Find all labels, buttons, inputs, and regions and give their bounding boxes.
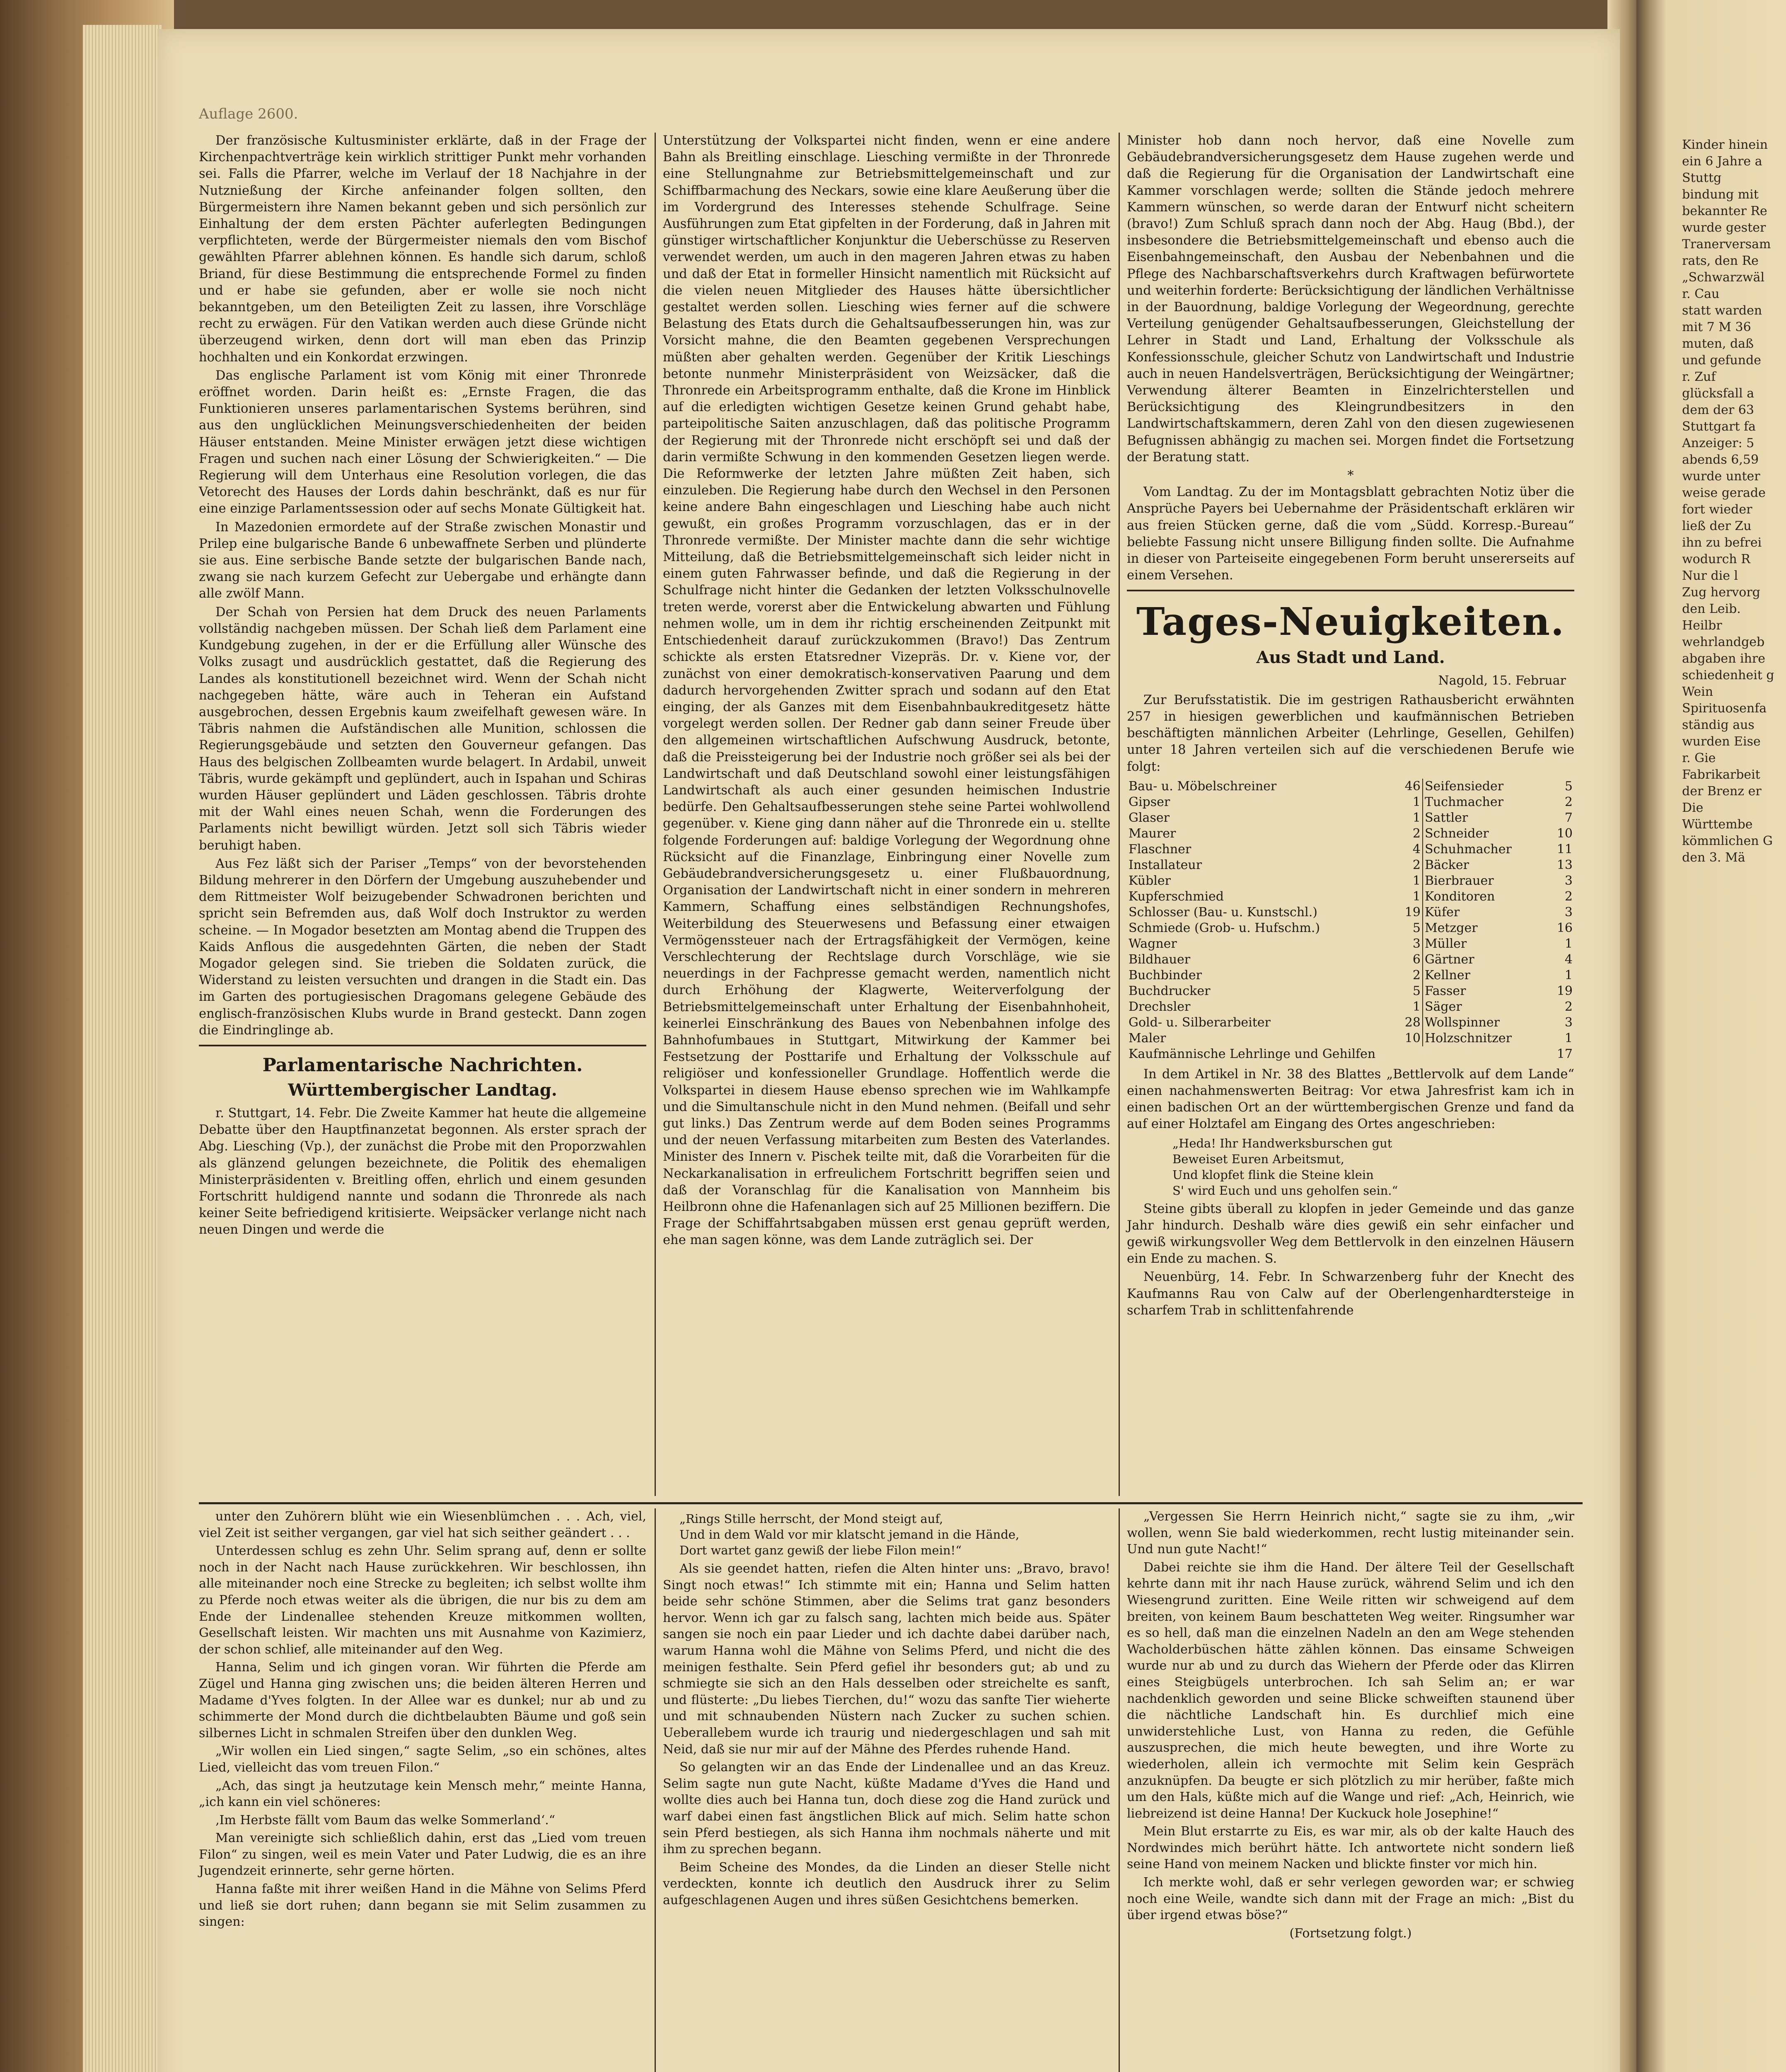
section-rule xyxy=(1127,590,1574,591)
facing-page-line: glücksfall a xyxy=(1682,386,1755,401)
section-subheading-landtag: Württembergischer Landtag. xyxy=(288,1080,557,1100)
facing-page-line: ließ der Zu xyxy=(1682,519,1752,533)
facing-page-line: Zug hervorg xyxy=(1682,585,1760,600)
table-row xyxy=(1127,794,1574,810)
facing-page-line: den 3. Mä xyxy=(1682,850,1745,865)
table-cell: 2 xyxy=(1564,889,1573,904)
table-row xyxy=(1127,920,1574,936)
verse-line: Und in dem Wald vor mir klatscht jemand in die Hände, xyxy=(679,1527,1020,1542)
feuilleton-paragraph: unter den Zuhörern blüht wie ein Wiesenblümchen . . . Ach, viel, viel Zeit ist seither vergangen, gar viel hat sich seither geändert . . . xyxy=(199,1509,646,1540)
table-cell: Flaschner xyxy=(1129,842,1191,857)
facing-page-line: wurden Eise xyxy=(1682,734,1761,749)
news-columns xyxy=(199,133,1583,1321)
table-row xyxy=(1127,905,1574,920)
facing-page-line: Württembe xyxy=(1682,817,1753,832)
facing-page-line: Tranerversam xyxy=(1682,237,1771,252)
table-cell: 7 xyxy=(1564,810,1573,825)
article-kultusminister: Der französische Kultusminister erklärte, daß in der Frage der Kirchenpachtverträge kein wirklich strittiger Punkt mehr vorhanden sei. Falls die Pfarrer, welche im Verlauf der 18 Nachjahre in der Nutznießung der Kirche anfeinander folgen sollten, den Bürgermeistern ihre Namen bekannt geben und sich persönlich zur Einhaltung der dem ersten Pächter auferlegten Bedingungen verpflichteten, werde der Bürgermeister niemals den vom Bischof gewählten Pfarrer ablehnen können. Es handle sich darum, schloß Briand, für diese Bestimmung die entsprechende Formel zu finden und er habe sie gefunden, aber er wolle sie noch nicht bekanntgeben, um den Beteiligten Zeit zu lassen, ihre Vorschläge recht zu erwägen. Für den Vatikan werden auch diese Gründe nicht überzeugend wirken, denn dort will man eben das Prinzip hochhalten und ein Konkordat erzwingen. xyxy=(199,133,646,365)
feuilleton-rule xyxy=(199,1502,1583,1504)
verse-line: Beweiset Euren Arbeitsmut, xyxy=(1172,1152,1344,1166)
facing-page-line: Spirituosenfa xyxy=(1682,701,1767,716)
table-cell: Schlosser (Bau- u. Kunstschl.) xyxy=(1129,905,1317,920)
table-cell: Schneider xyxy=(1424,826,1489,841)
separator-star: * xyxy=(1347,468,1354,483)
table-cell: Buchbinder xyxy=(1129,968,1202,983)
facing-page-line: bindung mit xyxy=(1682,187,1759,202)
article-landtag-end: Minister hob dann noch hervor, daß eine Novelle zum Gebäudebrandversicherungsgesetz dem Hause zugehen werde und daß die Regierung für die Organisation der Landwirtschaft eine Kammer vorschlagen werde; sollten die Stände jedoch mehrere Kammern wünschen, so werde daran der Entwurf nicht scheitern (bravo!) Zum Schluß sprach dann noch der Abg. Haug (Bbd.), der insbesondere die Betriebsmittelgemeinschaft und ebenso auch die Eisenbahngemeinschaft, den Ausbau der Nebenbahnen und die Pflege des Nachbarschaftsverkehrs durch Kraftwagen befürwortete und weiterhin forderte: Berücksichtigung der ländlichen Verhältnisse in der Bauordnung, baldige Vorlegung der Wegeordnung, gerechte Verteilung genügender Gehaltsaufbesserungen, Gleichstellung der Lehrer in Stadt und Land, Erhaltung der Volksschule als Konfessionsschule, gleicher Schutz von Landwirtschaft und Industrie auch in neuen Handelsverträgen, Berücksichtigung der Weingärtner; Verwendung älterer Beamten in Einzelrichterstellen und Berücksichtigung des Kleingrundbesitzers in den Landwirtschaftskammern, deren Zahl von den diesen zugewiesenen Befugnissen abhängig zu machen sei. Morgen findet die Fortsetzung der Beratung statt. xyxy=(1127,133,1574,465)
article-englisches-parlament: Das englische Parlament ist vom König mit einer Thronrede eröffnet worden. Darin heißt es: „Ernste Fragen, die das Funktionieren unseres parlamentarischen Systems berühren, sind aus den unglücklichen Meinungsverschiedenheiten der beiden Häuser entstanden. Meine Minister erwägen jetzt diese wichtigen Fragen und suchen nach einer Lösung der Schwierigkeiten.“ — Die Regierung will dem Unterhaus eine Resolution vorlegen, die das Vetorecht des Hauses der Lords dahin beschränkt, daß es nur für eine einzige Parlamentssession oder auf sechs Monate Gültigkeit hat. xyxy=(199,368,646,516)
facing-page-line: Die xyxy=(1682,801,1704,815)
table-cell: Gärtner xyxy=(1424,952,1474,967)
section-subheading-stadt-land: Aus Stadt und Land. xyxy=(1256,648,1445,668)
feuilleton-paragraph: Dabei reichte sie ihm die Hand. Der ältere Teil der Gesellschaft kehrte dann mit ihr nach Hause zurück, während Selim und ich den Wiesengrund zuritten. Eine Weile ritten wir schweigend auf dem breiten, von keinem Baum beschatteten Weg weiter. Ringsumher war es so hell, daß man die einzelnen Nadeln an den am Wege stehenden Wacholderbüschen hätte zählen können. Das einsame Schweigen wurde nur ab und zu durch das Wiehern der Pferde oder das Klirren eines Steigbügels unterbrochen. Ich sah Selim an; er war nachdenklich geworden und seine Blicke schweiften staunend über die nächtliche Landschaft hin. Es durchlief mich eine unwiderstehliche Lust, von Hanna zu reden, die Gefühle auszusprechen, die mich heute bewegten, und ihre Worte zu wiederholen, allein ich vermochte mit Selim kein Gespräch anzuknüpfen. Da beugte er sich plötzlich zu mir herüber, faßte mich um den Hals, küßte mich auf die Wange und rief: „Ach, Heinrich, wie liebreizend ist deine Hanna! Der Kuckuck hole Josephine!“ xyxy=(1127,1560,1574,1821)
article-landtag-continued: Unterstützung der Volkspartei nicht finden, wenn er eine andere Bahn als Breitling einschlage. Liesching vermißte in der Thronrede eine Stellungnahme zur Betriebsmittelgemeinschaft und zur Schiffbarmachung des Neckars, sowie eine klare Aeußerung über die im Vordergrund des Interesses stehende Schulfrage. Seine Ausführungen zum Etat gipfelten in der Forderung, daß in Jahren mit günstiger wirtschaftlicher Konjunktur die Ueberschüsse zu Reserven verwendet werden, um auch in den mageren Jahren etwas zu haben und daß der Etat in formeller Hinsicht namentlich mit Rücksicht auf die vielen neuen Mitglieder des Hauses hätte übersichtlicher gestaltet werden sollen. Liesching wies ferner auf die schwere Belastung des Etats durch die Gehaltsaufbesserungen hin, was zur Vorsicht mahne, die den Beamten gegebenen Versprechungen müßten aber gehalten werden. Gegenüber der Kritik Lieschings betonte nunmehr Ministerpräsident von Weizsäcker, daß die Thronrede ein Arbeitsprogramm enthalte, daß die Krone im Hinblick auf die erledigten wichtigen Gesetze keinen Grund gehabt habe, parteipolitische Saiten anzuschlagen, daß das politische Programm der Regierung mit der Thronrede nicht erschöpft sei und daß der darin vermißte Schwung in den kommenden Gesetzen liegen werde. Die Reformwerke der letzten Jahre müßten Zeit haben, sich einzuleben. Die Regierung habe durch den Wechsel in den Personen keine andere Bahn eingeschlagen und Liesching habe auch nicht gewußt, ein großes Programm vorzuschlagen, das er in der Thronrede vermißte. Der Minister machte dann die sehr wichtige Mitteilung, daß die Betriebsmittelgemeinschaft sich leider nicht in einem guten Fahrwasser befinde, und daß die Regierung in der Schulfrage nicht hinter die Gedanken der letzten Volksschulnovelle treten werde, vorerst aber die Entwickelung abwarten und Fühlung nehmen wolle, um in dem ihr richtig erscheinenden Zeitpunkt mit Entschiedenheit darauf zurückzukommen (Bravo!) Das Zentrum schickte als ersten Etatsredner Vizepräs. Dr. v. Kiene vor, der zunächst von einer demokratisch-konservativen Paarung und dem dadurch hervorgehenden Zwitter sprach und sodann auf den Etat einging, der als Ganzes mit dem Eisenbahnbaukreditgesetz hätte vorgelegt werden sollen. Der Redner gab dann seiner Freude über den allgemeinen wirtschaftlichen Aufschwung Ausdruck, betonte, daß die Preissteigerung bei der Industrie noch größer sei als bei der Landwirtschaft und daß Deutschland sowohl einer leistungsfähigen Landwirtschaft als auch einer gesunden heimischen Industrie bedürfe. Den Gehaltsaufbesserungen stehe seine Partei wohlwollend gegenüber. v. Kiene ging dann näher auf die Thronrede ein u. stellte folgende Forderungen auf: baldige Vorlegung der Wegordnung ohne Rücksicht auf die Finanzlage, Einbringung einer Novelle zum Gebäudebrandversicherungsgesetz u. einer Flußbauordnung, Organisation der Landwirtschaft nicht in einer sondern in mehreren Kammern, Schaffung eines selbständigen Rechnungshofes, Weiterbildung des Steuerwesens und Befassung einer etwaigen Vermögenssteuer nach der Ertragsfähigkeit der Vermögen, keine Verschlechterung der Rechtslage durch Vorschläge, wie sie neuerdings in der Fachpresse gemacht werden, namentlich nicht durch Erhöhung der Klagwerte, Weiterverfolgung der Betriebsmittelgemeinschaft unter Erhaltung der Eisenbahnhoheit, keinerlei Einschränkung des Baues von Nebenbahnen infolge des Bahnhofumbaues in Stuttgart, Mitwirkung der Kammer bei Festsetzung der Posttarife und Erhaltung der Volksschule auf religiöser und konfessioneller Grundlage. Hoffentlich werde die Volkspartei in diesem Hause ebenso sprechen wie im Wahlkampfe und die Simultanschule nicht in den Mund nehmen. (Beifall und sehr gut links.) Das Zentrum werde auf dem Boden seines Programms und der neuen Verfassung mitarbeiten zum Besten des Vaterlandes. Minister des Innern v. Pischek teilte mit, daß die Vorarbeiten für die Neckarkanalisation in erfreulichem Fortschritt begriffen seien und daß der Voranschlag für die Kanalisation von Mannheim bis Heilbronn ohne die Hafenanlagen sich auf 25 Millionen beziffern. Die Frage der Schiffahrtsabgaben müssen erst genau geprüft werden, ehe man sagen könne, was dem Lande zuträglich sei. Der xyxy=(663,133,1110,1248)
table-row xyxy=(1127,826,1574,842)
table-cell: 3 xyxy=(1564,905,1573,920)
feuilleton-paragraph: Hanna, Selim und ich gingen voran. Wir führten die Pferde am Zügel und Hanna ging zwischen uns; die beiden älteren Herren und Madame d'Yves folgten. In der Allee war es dunkel; nur ab und zu schimmerte der Mond durch die dichtbelaubten Bäume und goß sein silbernes Licht in schmalen Streifen über den dunklen Weg. xyxy=(199,1660,646,1740)
facing-page-line: wurde unter xyxy=(1682,469,1760,484)
feuilleton-section xyxy=(199,1508,1583,1941)
table-cell: 3 xyxy=(1564,1015,1573,1030)
feuilleton-column-1 xyxy=(199,1508,646,1941)
table-cell: 4 xyxy=(1396,842,1423,857)
table-cell: Drechsler xyxy=(1129,999,1191,1014)
facing-page-line: r. Zuf xyxy=(1682,370,1716,384)
table-cell: Sattler xyxy=(1424,810,1468,825)
table-cell: 11 xyxy=(1556,842,1573,857)
facing-page-line: rats, den Re xyxy=(1682,254,1759,268)
table-cell: Gipser xyxy=(1129,794,1170,809)
table-cell: Tuchmacher xyxy=(1424,794,1503,809)
table-cell: Konditoren xyxy=(1424,889,1495,904)
table-cell: Installateur xyxy=(1129,857,1202,872)
table-row xyxy=(1127,873,1574,889)
facing-page-line: Kinder hinein xyxy=(1682,138,1768,152)
facing-page-line: abgaben ihre xyxy=(1682,651,1766,666)
table-cell: Kellner xyxy=(1424,968,1470,983)
table-cell: 1 xyxy=(1564,1031,1573,1046)
feuilleton-paragraph: So gelangten wir an das Ende der Lindenallee und an das Kreuz. Selim sagte nun gute Nacht, küßte Madame d'Yves die Hand und wollte dies auch bei Hanna tun, doch diese zog die Hand zurück und warf dabei einen fast ängstlichen Blick auf mich. Selim hatte schon sein Pferd bestiegen, als sich Hanna ihm nochmals näherte und mit ihm zu sprechen begann. xyxy=(663,1760,1110,1857)
table-cell: 1 xyxy=(1564,968,1573,983)
table-cell: 1 xyxy=(1396,810,1423,826)
table-cell: Säger xyxy=(1424,999,1462,1014)
table-cell: 1 xyxy=(1396,873,1423,889)
feuilleton-paragraph: Man vereinigte sich schließlich dahin, erst das „Lied vom treuen Filon“ zu singen, weil es mein Vater und Pater Ludwig, die es an ihre Jugendzeit erinnerte, sehr gerne hörten. xyxy=(199,1831,646,1878)
feuilleton-paragraph: „Wir wollen ein Lied singen,“ sagte Selim, „so ein schönes, altes Lied, vielleicht das vom treuen Filon.“ xyxy=(199,1744,646,1775)
table-row xyxy=(1127,999,1574,1015)
verse-line: „Heda! Ihr Handwerksburschen gut xyxy=(1172,1136,1392,1150)
table-cell: Maurer xyxy=(1129,826,1176,841)
table-row xyxy=(1127,1046,1574,1062)
facing-page-line: Stuttgart fa xyxy=(1682,419,1756,434)
facing-page-line: dem der 63 xyxy=(1682,403,1754,417)
verse-line: S' wird Euch und uns geholfen sein.“ xyxy=(1172,1183,1398,1198)
table-row xyxy=(1127,936,1574,952)
table-cell: Bildhauer xyxy=(1129,952,1191,967)
page-header-faint: Auflage 2600. xyxy=(199,106,298,122)
facing-page-line: wurde gester xyxy=(1682,220,1766,235)
verse-line: „Rings Stille herrscht, der Mond steigt auf, xyxy=(679,1512,943,1526)
feuilleton-paragraph: Hanna faßte mit ihrer weißen Hand in die Mähne von Selims Pferd und ließ sie dort ruhen; dann begann sie mit Selim zusammen zu singen: xyxy=(199,1882,646,1929)
feuilleton-paragraph: Als sie geendet hatten, riefen die Alten hinter uns: „Bravo, bravo! Singt noch etwas!“ Ich stimmte mit ein; Hanna und Selim hatten beide sehr schöne Stimmen, aber die Selims trat ganz besonders hervor. Wenn ich gar zu falsch sang, lachten mich beide aus. Später sangen sie noch ein paar Lieder und ich dachte dabei darüber nach, warum Hanna wohl die Mähne von Selims Pferd, und nicht die des meinigen festhalte. Sein Pferd gefiel ihr besonders gut; ab und zu schmiegte sie sich an den Hals desselben oder streichelte es sanft, und flüsterte: „Du liebes Tierchen, du!“ wozu das sanfte Tier wieherte und mit schnaubenden Nüstern nach Zucker zu suchen schien. Ueberallebem wurde ich traurig und niedergeschlagen und sah mit Neid, daß sie nur mir auf der Mähne des Pferdes ruhende Hand. xyxy=(663,1561,1110,1757)
table-cell: 2 xyxy=(1396,968,1423,983)
article-persien: Der Schah von Persien hat dem Druck des neuen Parlaments vollständig nachgeben müssen. Der Schah ließ dem Parlament eine Kundgebung zugehen, in der er die Erfüllung aller Wünsche des Volks zusagt und ausdrücklich gestattet, daß die Regierung des Landes als konstitutionell bezeichnet wird. Wenn der Schah nicht nachgegeben hätte, wäre auch in Teheran ein Aufstand ausgebrochen, dessen Ergebnis kaum zweifelhaft gewesen wäre. In Täbris nahmen die Aufständischen alle Munition, schlossen die Regierungsgebäude und setzten den Gouverneur gefangen. Das Haus des belgischen Zollbeamten wurde belagert. In Ardabil, unweit Täbris, wurde gekämpft und geplündert, auch in Ispahan und Schiras wurden Häuser geplündert und Läden geschlossen. Täbris drohte mit der Wahl eines neuen Schah, wenn die Forderungen des Parlaments nicht bewilligt würden. Jetzt soll sich Täbris wieder beruhigt haben. xyxy=(199,605,646,853)
table-cell: 1 xyxy=(1396,889,1423,905)
table-row xyxy=(1127,889,1574,905)
facing-page-line: Wein xyxy=(1682,685,1713,699)
table-cell: Gold- u. Silberarbeiter xyxy=(1129,1015,1271,1030)
section-heading-parlament: Parlamentarische Nachrichten. xyxy=(262,1054,583,1076)
table-cell: Seifensieder xyxy=(1424,779,1504,794)
table-cell: Schmiede (Grob- u. Hufschm.) xyxy=(1129,920,1320,935)
facing-page-line: den Leib. xyxy=(1682,602,1741,616)
table-cell: 3 xyxy=(1396,936,1423,952)
table-cell: Kübler xyxy=(1129,873,1171,888)
table-row xyxy=(1127,810,1574,826)
column-3 xyxy=(1127,133,1574,1321)
table-cell: Kaufmännische Lehrlinge und Gehilfen xyxy=(1129,1046,1376,1061)
table-cell: Wagner xyxy=(1129,936,1177,951)
table-cell: 28 xyxy=(1396,1015,1423,1031)
feuilleton-paragraph: ‚Im Herbste fällt vom Baum das welke Sommerland‘.“ xyxy=(215,1813,556,1828)
feuilleton-paragraph: „Vergessen Sie Herrn Heinrich nicht,“ sagte sie zu ihm, „wir wollen, wenn Sie bald wiederkommen, recht lustig miteinander sein. Und nun gute Nacht!“ xyxy=(1127,1509,1574,1557)
facing-page-line: fort wieder xyxy=(1682,502,1752,517)
facing-page-line: statt warden xyxy=(1682,303,1762,318)
table-cell: Schuhmacher xyxy=(1424,842,1512,857)
article-fez: Aus Fez läßt sich der Pariser „Temps“ von der bevorstehenden Bildung mehrerer in den Dörfern der Umgebung auszuhebender und dem Rittmeister Wolf beizugebender Schwadronen berichten und spricht sein Befremden aus, daß Wolf doch Instruktor zu werden scheine. — In Mogador besetzten am Montag abend die Truppen des Kaids Anflous die ausgedehnten Gärten, die neben der Stadt Mogador gelegen sind. Sie trieben die Soldaten zurück, die Widerstand zu leisten versuchten und drangen in die Stadt ein. Das im Garten des portugiesischen Dragomans gelegene Gebäude des englisch-französischen Klubs wurde in Brand gesteckt. Dann zogen die Eindringlinge ab. xyxy=(199,856,646,1038)
facing-page-line: kömmlichen G xyxy=(1682,834,1773,848)
table-cell: 6 xyxy=(1396,952,1423,968)
facing-page-text xyxy=(1682,137,1781,866)
section-heading-tages: Tages-Neuigkeiten. xyxy=(1136,599,1565,644)
table-cell: 1 xyxy=(1396,999,1423,1015)
table-row xyxy=(1127,857,1574,873)
page-edges xyxy=(83,25,162,2072)
table-cell: 19 xyxy=(1396,905,1423,920)
article-mazedonien: In Mazedonien ermordete auf der Straße zwischen Monastir und Prilep eine bulgarische Bande 6 unbewaffnete Serben und plünderte sie aus. Eine serbische Bande setzte der bulgarischen Bande nach, zwang sie nach kurzem Gefecht zur Uebergabe und erhängte dann alle zwölf Mann. xyxy=(199,520,646,601)
table-cell: Kupferschmied xyxy=(1129,889,1224,904)
facing-page-line: mit 7 M 36 xyxy=(1682,320,1751,334)
table-cell: 16 xyxy=(1556,920,1573,935)
facing-page-line: „Schwarzwäl xyxy=(1682,270,1765,285)
table-cell: 17 xyxy=(1556,1046,1573,1061)
table-cell: 2 xyxy=(1564,794,1573,809)
article-berufsstatistik: Zur Berufsstatistik. Die im gestrigen Rathausbericht erwähnten 257 in hiesigen gewerblichen und kaufmännischen Betrieben beschäftigten männlichen Arbeiter (Lehrlinge, Gesellen, Gehilfen) unter 18 Jahren verteilen sich auf die verschiedenen Berufe wie folgt: xyxy=(1127,692,1574,774)
article-bettlervolk: In dem Artikel in Nr. 38 des Blattes „Bettlervolk auf dem Lande“ einen nachahmenswerten Beitrag: Vor etwa Jahresfrist kam ich in einen badischen Ort an der württembergischen Grenze und fand da auf einer Holztafel am Eingang des Ortes angeschrieben: xyxy=(1127,1067,1574,1132)
article-steine: Steine gibts überall zu klopfen in jeder Gemeinde und das ganze Jahr hindurch. Deshalb wäre dies gewiß ein sehr einfacher und gewiß wirkungsvoller Weg dem Bettlervolk in den einzelnen Häusern ein Ende zu machen. S. xyxy=(1127,1201,1574,1266)
table-cell: Küfer xyxy=(1424,905,1460,920)
facing-page-line: bekannter Re xyxy=(1682,204,1767,218)
table-cell: 2 xyxy=(1396,826,1423,842)
table-cell: Wollspinner xyxy=(1424,1015,1500,1030)
table-cell: 10 xyxy=(1396,1031,1423,1046)
article-stuttgart-kammer: r. Stuttgart, 14. Febr. Die Zweite Kammer hat heute die allgemeine Debatte über den Hauptfinanzetat begonnen. Als erster sprach der Abg. Liesching (Vp.), der zunächst die Probe mit den Proporzwahlen als glänzend gelungen bezeichnete, die Politik des ehemaligen Ministerpräsidenten v. Breitling offen, ehrlich und einem gesunden Fortschritt huldigend nannte und sodann die Thronrede als nach keiner Seite befriedigend kritisierte. Weipsäcker verlange nicht nach neuen Dingen und werde die xyxy=(199,1106,646,1237)
table-cell: 2 xyxy=(1564,999,1573,1014)
facing-page-line: Nur die l xyxy=(1682,569,1738,583)
table-cell: Bäcker xyxy=(1424,857,1469,872)
facing-page-line: der Brenz er xyxy=(1682,784,1762,799)
section-rule xyxy=(199,1045,646,1046)
table-cell: 1 xyxy=(1564,936,1573,951)
table-cell: 5 xyxy=(1396,983,1423,999)
facing-page-line: r. Gie xyxy=(1682,751,1716,765)
verse-line: Und klopfet flink die Steine klein xyxy=(1172,1167,1374,1182)
berufsstatistik-table xyxy=(1127,779,1574,1062)
table-cell: Glaser xyxy=(1129,810,1170,825)
facing-page-line: ständig aus xyxy=(1682,718,1755,732)
table-cell: 13 xyxy=(1556,857,1573,872)
feuilleton-paragraph: Unterdessen schlug es zehn Uhr. Selim sprang auf, denn er sollte noch in der Nacht nach Hause zurückkehren. Wir beschlossen, ihn alle miteinander noch eine Strecke zu begleiten; ich selbst wollte ihm zu Pferde noch etwas weiter als die übrigen, die nur bis zu dem am Ende der Lindenallee stehenden Kreuze mitkommen wollten, Gesellschaft leisten. Wir machten uns mit Ausnahme von Kazimierz, der schon schlief, alle miteinander auf den Weg. xyxy=(199,1544,646,1657)
facing-page-line: wodurch R xyxy=(1682,552,1750,566)
column-2 xyxy=(663,133,1110,1321)
table-cell: 2 xyxy=(1396,857,1423,873)
facing-page-line: Anzeiger: 5 xyxy=(1682,436,1755,450)
article-vom-landtag: Vom Landtag. Zu der im Montagsblatt gebrachten Notiz über die Ansprüche Payers bei Uebernahme der Präsidentschaft erklären wir aus freien Stücken gerne, daß die vom „Südd. Korresp.-Bureau“ beliebte Fassung nicht unsere Billigung finden sollte. Die Aufnahme in dieser von Parteiseite eingegebenen Form beruht unsererseits auf einem Versehen. xyxy=(1127,485,1574,583)
table-cell: 3 xyxy=(1564,873,1573,888)
table-cell: 5 xyxy=(1564,779,1573,794)
table-row xyxy=(1127,968,1574,983)
feuilleton-paragraph: Mein Blut erstarrte zu Eis, es war mir, als ob der kalte Hauch des Nordwindes mich berührt hätte. Ich antwortete nicht sondern ließ seine Hand von meinem Nacken und blickte finster vor mich hin. xyxy=(1127,1824,1574,1872)
table-cell: 19 xyxy=(1556,983,1573,998)
table-cell: Bau- u. Möbelschreiner xyxy=(1129,779,1277,794)
table-row xyxy=(1127,952,1574,968)
table-row xyxy=(1127,1015,1574,1031)
table-cell: Fasser xyxy=(1424,983,1466,998)
table-cell: 46 xyxy=(1396,779,1423,794)
facing-page-line: ein 6 Jahre a xyxy=(1682,154,1762,169)
facing-page-line: Heilbr xyxy=(1682,618,1722,633)
table-cell: Holzschnitzer xyxy=(1424,1031,1512,1046)
table-cell: 10 xyxy=(1556,826,1573,841)
facing-page-line: abends 6,59 xyxy=(1682,453,1759,467)
table-cell: Müller xyxy=(1424,936,1467,951)
facing-page-line: r. Cau xyxy=(1682,287,1720,301)
facing-page-line: weise gerade xyxy=(1682,486,1766,500)
table-cell: 1 xyxy=(1396,794,1423,810)
facing-page-line: Fabrikarbeit xyxy=(1682,767,1760,782)
table-cell: 4 xyxy=(1564,952,1573,967)
table-cell: 5 xyxy=(1396,920,1423,936)
facing-page-line: muten, daß xyxy=(1682,336,1754,351)
feuilleton-paragraph: Beim Scheine des Mondes, da die Linden an dieser Stelle nicht verdeckten, konnte ich deutlich den Ausdruck ihrer zu Selim aufgeschlagenen Augen und ihres süßen Gesichtchens bemerken. xyxy=(663,1860,1110,1907)
table-cell: Maler xyxy=(1129,1031,1166,1046)
table-cell: Bierbrauer xyxy=(1424,873,1494,888)
facing-page-line: ihn zu befrei xyxy=(1682,535,1762,550)
article-neuenbuerg: Neuenbürg, 14. Febr. In Schwarzenberg fuhr der Knecht des Kaufmanns Rau von Calw auf der Oberlengenhardtersteige in scharfem Trab in schlittenfahrende xyxy=(1127,1270,1574,1318)
feuilleton-column-3 xyxy=(1127,1508,1574,1941)
facing-page-line: Stuttg xyxy=(1682,171,1722,185)
table-row xyxy=(1127,779,1574,794)
verse-block xyxy=(1172,1135,1574,1198)
table-row xyxy=(1127,1031,1574,1046)
feuilleton-paragraph: „Ach, das singt ja heutzutage kein Mensch mehr,“ meinte Hanna, „ich kann ein viel schöneres: xyxy=(199,1778,646,1810)
table-cell: Buchdrucker xyxy=(1129,983,1211,998)
feuilleton-paragraph: Ich merkte wohl, daß er sehr verlegen geworden war; er schwieg noch eine Weile, wandte sich dann mit der Frage an mich: „Bist du über irgend etwas böse?“ xyxy=(1127,1875,1574,1923)
column-1 xyxy=(199,133,646,1321)
facing-page-line: wehrlandgeb xyxy=(1682,635,1765,649)
table-cell: Metzger xyxy=(1424,920,1478,935)
to-be-continued: (Fortsetzung folgt.) xyxy=(1289,1926,1412,1941)
feuilleton-column-2 xyxy=(663,1508,1110,1941)
table-row xyxy=(1127,842,1574,857)
verse-line: Dort wartet ganz gewiß der liebe Filon mein!“ xyxy=(679,1543,962,1557)
table-row xyxy=(1127,983,1574,999)
dateline: Nagold, 15. Februar xyxy=(1438,673,1566,688)
song-verse xyxy=(679,1511,1110,1558)
facing-page-line: schiedenheit g xyxy=(1682,668,1774,683)
facing-page-line: und gefunde xyxy=(1682,353,1762,368)
